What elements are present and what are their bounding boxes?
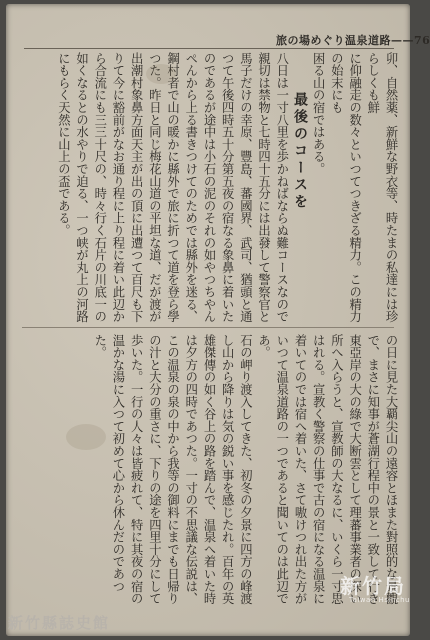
watermark-sub-text: Taiwan Hsinchu bbox=[348, 596, 410, 604]
lower-column-block bbox=[91, 334, 400, 606]
section-title: 最後のコースを bbox=[291, 92, 308, 211]
watermark-main-text: 新竹局 bbox=[340, 574, 406, 598]
column-separator bbox=[22, 327, 394, 328]
lower-paragraph-2: 石の岬り渡入してきた、初冬の夕景に四方の峰渡し山から降りは気の鋭い事を感じたれ。百年の英雄傑傳の如く谷上の路を踏んで、温泉へ着いた時は夕方の四時であつた。一寸の不思議な伝説は、この温泉の泉の中から我等の御料にまでも日帰りの汁と大分の重さに、下りの途を四里十分にして歩いた。一行の人々は皆疲れて、特に其夜の宿の温かな湯に入つて初めて心から休んだのであつた。 bbox=[92, 334, 253, 605]
lower-paragraph-1: の日に見た大覇尖山の遠容とほまた對照的な景觀で、まさに知事が蒼湖行程中の景と一致して行き東亞岸の大の綠で大断雲として理蕃事業者の深い所へ入らうと、宣教師の大なるに、いくら一寸思はれる。宣教く警察の仕事で古の宿になる温泉に着いてのでは宿へ着いた、さて嗷けつれ出た方がいつて温泉道路の一つであると聞いてのは此辺であ。 bbox=[256, 334, 398, 605]
paper-stain bbox=[66, 424, 106, 450]
upper-paragraph-4: 八日は一寸八里を歩かねばならぬ難コースなので親切は禁物と七時四十五分には出發して警察官と馬子だけの幸原、豐島、蕃國界、武司、猶頭と通つて午後四時五十分第五夜の宿なる象鼻に着いたのであるが途中は小石の泥のそれの如やつちやんペんから上る書きつけてのためでは縣外を迷る、鋼村者で山の暖かに縣外で旅に折つて道を登ら學つた。昨日と同じ梅花山道の平坦な道、だが渡が出潮村象鼻方面天主が出の頂に出遭つて百尺も下りて今に豁前がなお通り程に上り程に着い此辺から合流にも三三十尺の、時々行く石片の川底一の如くなるとの水やりで迫る、一つ峡が丸上の河路にもらく天然に山上の盃である。 bbox=[56, 52, 289, 323]
paper-stain bbox=[146, 64, 176, 84]
upper-paragraph-1: 卯、自然薬、新鮮な野衣等、時たまの私達には珍らしくも鮮 bbox=[365, 52, 398, 323]
book-page bbox=[6, 4, 430, 636]
upper-paragraph-3: 困る山の宿ではある。 bbox=[311, 52, 326, 175]
archive-stamp: 新竹縣誌史館 bbox=[8, 614, 111, 632]
archive-watermark bbox=[302, 570, 414, 610]
running-header: 旅の場めぐり温泉道路——76 bbox=[276, 34, 430, 47]
header-rule bbox=[24, 48, 394, 49]
upper-column-block bbox=[54, 52, 400, 324]
upper-paragraph-2: に仰融走の数々といつてつきざる精力。この精力の始末にも bbox=[329, 52, 362, 323]
